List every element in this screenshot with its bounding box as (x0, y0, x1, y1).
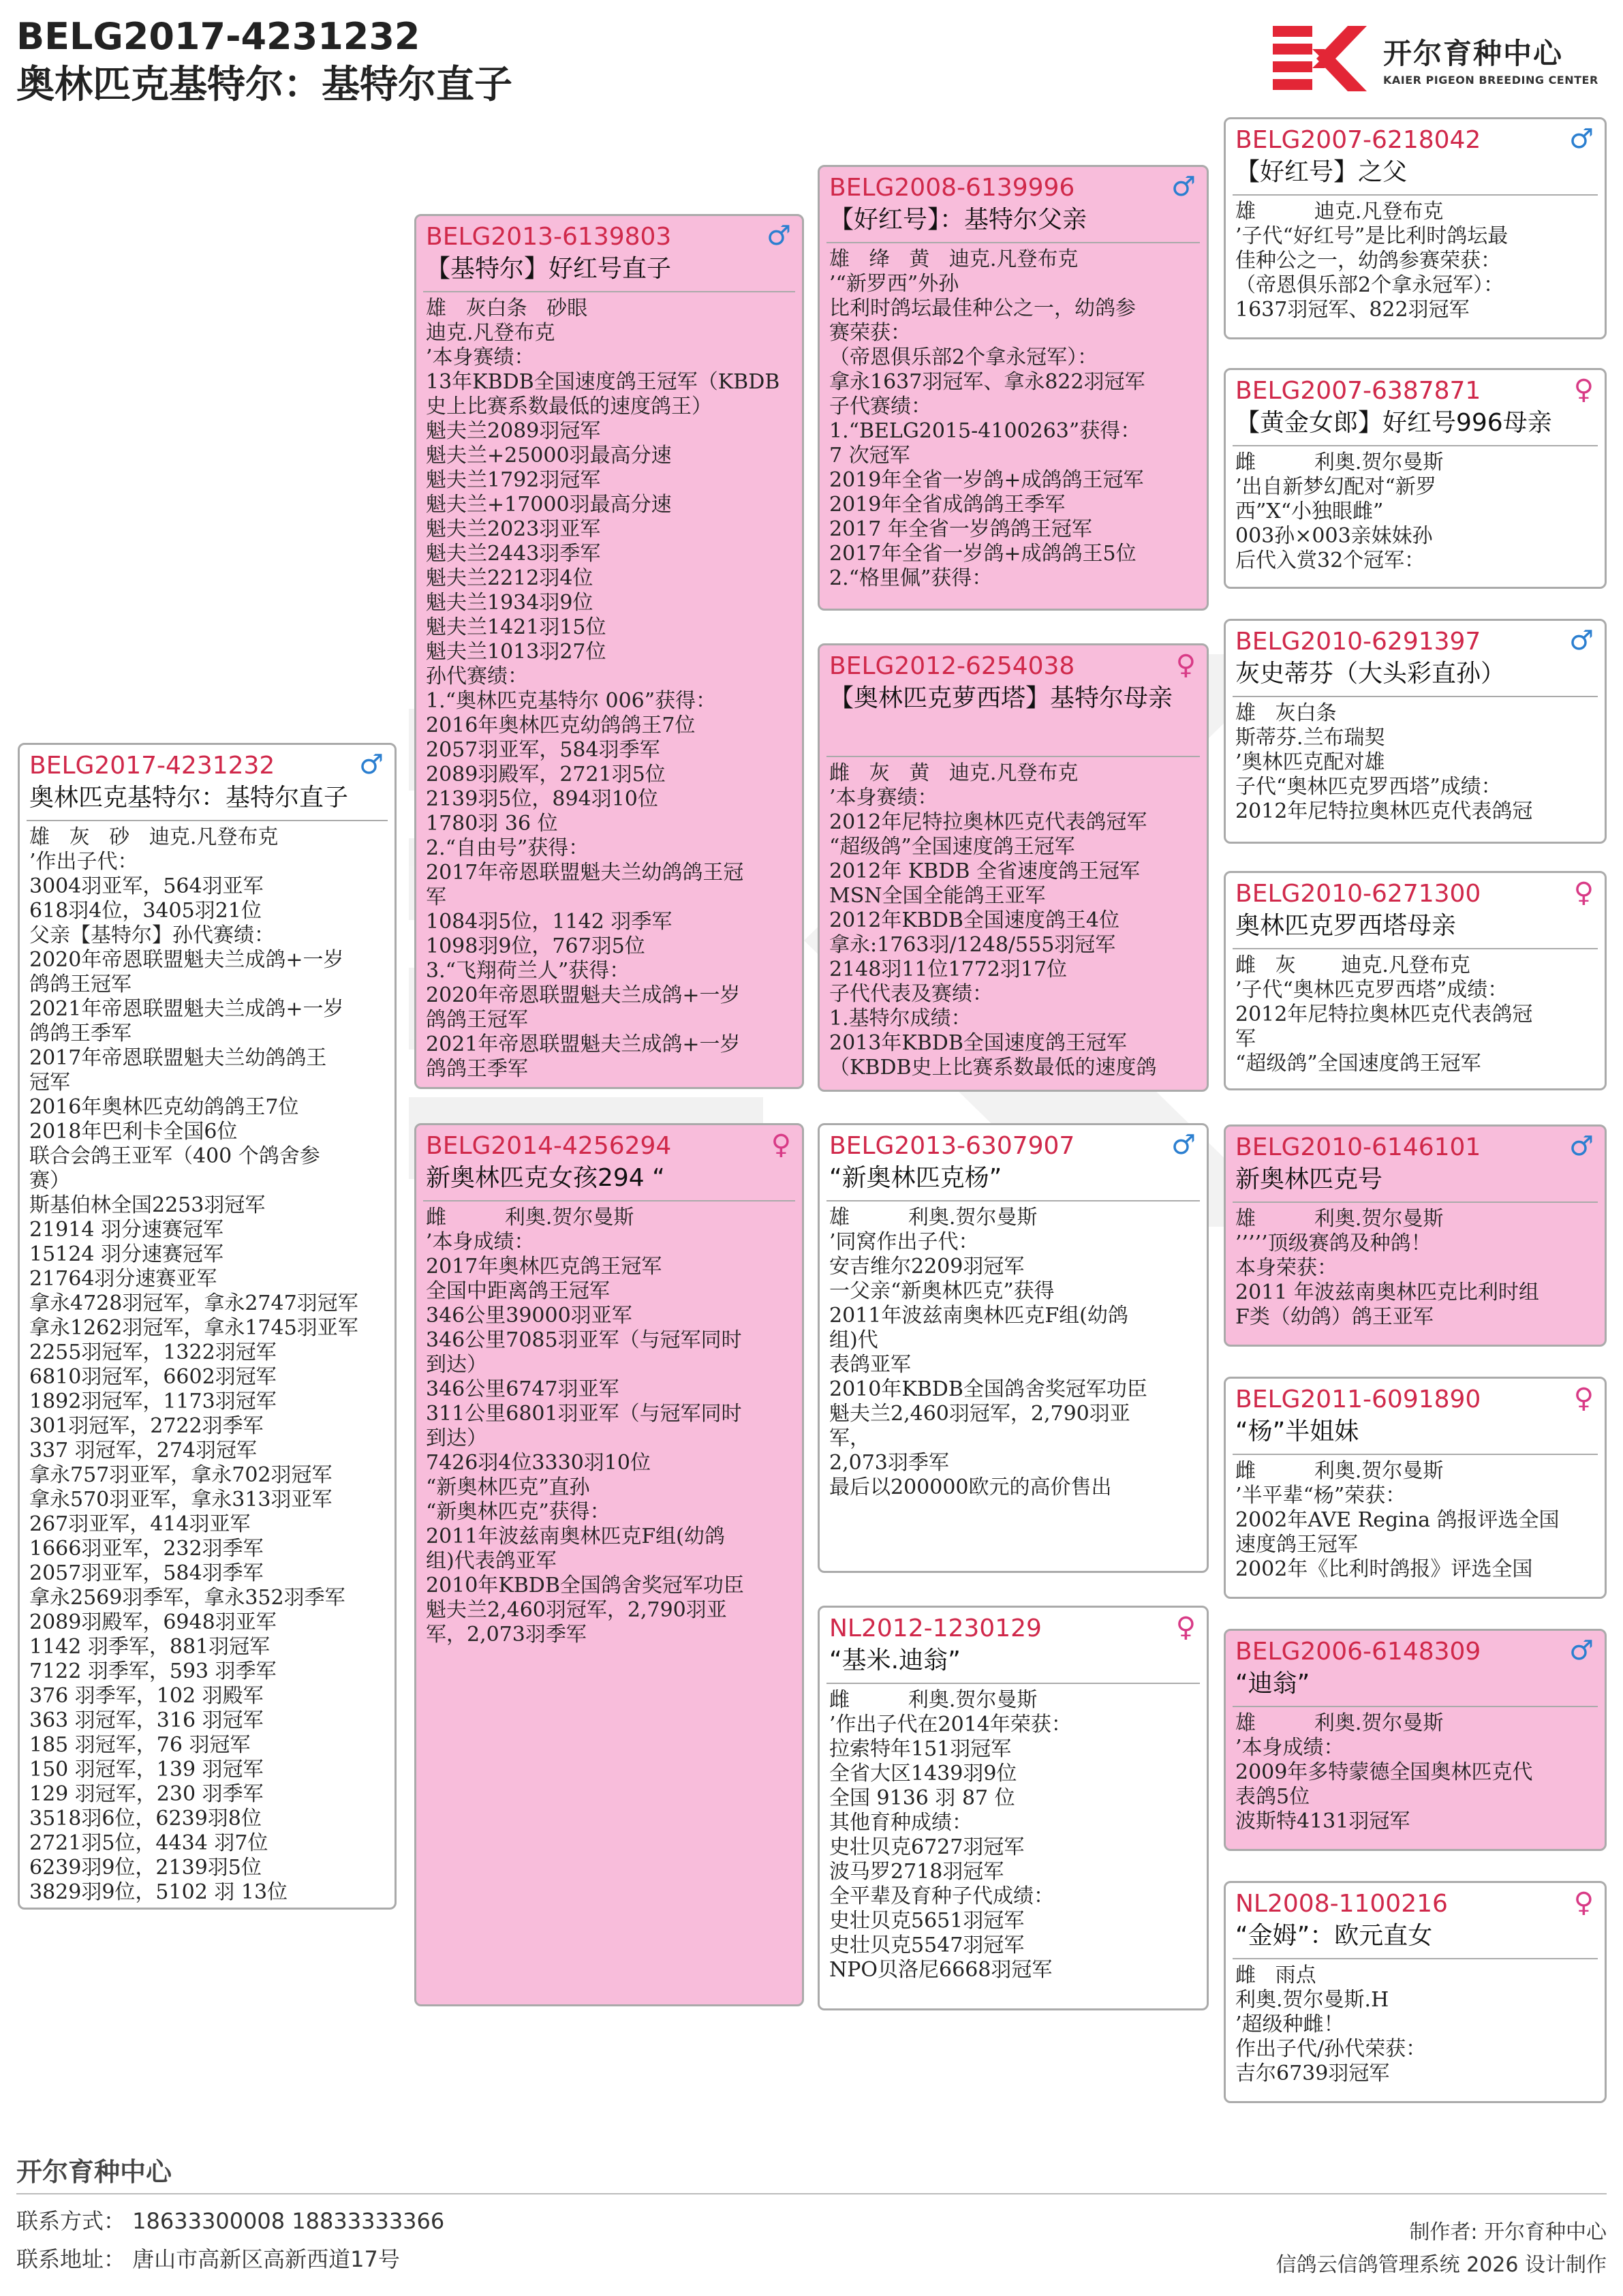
pedigree-card-ggp-7[interactable] (1224, 1629, 1607, 1851)
note-line: 史壮贝克5547羽冠军 (829, 1933, 1025, 1957)
divider (423, 1200, 795, 1201)
note-line: 雌 灰 迪克.凡登布克 (1235, 953, 1470, 977)
note-line: ’子代“好红号”是比利时鸽坛最 (1235, 224, 1509, 248)
note-line: 2019年全省成鸽鸽王季军 (829, 493, 1066, 517)
kaier-logo-icon (1273, 26, 1367, 91)
note-line: “超级鸽”全国速度鸽王冠军 (1235, 1052, 1481, 1075)
ring-number: BELG2008-6139996 (829, 174, 1075, 202)
pigeon-name: 新奥林匹克号 (1235, 1165, 1383, 1193)
pigeon-name: 【黄金女郎】好红号996母亲 (1235, 409, 1552, 437)
note-line: 鸽鸽王季军 (29, 1022, 132, 1045)
note-line: 全平辈及育种子代成绩： (829, 1884, 1054, 1908)
pedigree-card-ggp-8[interactable] (1224, 1881, 1607, 2103)
note-line: ’作出子代在2014年荣获： (829, 1713, 1072, 1736)
note-line: 安吉维尔2209羽冠军 (829, 1255, 1025, 1279)
note-line: NPO贝洛尼6668羽冠军 (829, 1958, 1053, 1982)
pigeon-notes (829, 1206, 1201, 1570)
footer-contact: 联系方式： 18633300008 18833333366 (16, 2208, 445, 2234)
note-line: 雄 利奥.贺尔曼斯 (829, 1206, 1038, 1229)
note-line: 2017年奥林匹克鸽王冠军 (426, 1255, 662, 1279)
note-line: 军 (426, 885, 446, 909)
pigeon-name: “金姆”：欧元直女 (1235, 1922, 1433, 1950)
note-line: 军，2,073羽季军 (426, 1623, 587, 1647)
male-icon: ♂ (1171, 1129, 1196, 1161)
note-line: 西”X“小独眼雌” (1235, 500, 1384, 523)
ring-number: BELG2017-4231232 (29, 752, 275, 780)
note-line: 2011年波兹南奥林匹克F组(幼鸽 (426, 1525, 725, 1548)
note-line: 1.“奥林匹克基特尔 006”获得： (426, 689, 717, 713)
female-icon: ♀ (1573, 1383, 1594, 1414)
note-line: 2020年帝恩联盟魁夫兰成鸽+一岁 (426, 983, 741, 1007)
pedigree-card-ggp-5[interactable] (1224, 1124, 1607, 1347)
note-line: 2148羽11位1772羽17位 (829, 958, 1068, 981)
note-line: 2255羽冠军，1322羽冠军 (29, 1341, 277, 1364)
note-line: ’本身赛绩： (426, 346, 535, 369)
divider (1233, 696, 1598, 697)
note-line: 2010年KBDB全国鸽舍奖冠军功臣 (426, 1574, 744, 1597)
note-line: MSN全国全能鸽王亚军 (829, 884, 1046, 908)
pigeon-name: 【好红号】之父 (1235, 158, 1408, 186)
note-line: 最后以200000欧元的高价售出 (829, 1475, 1112, 1499)
footer-maker: 制作者: 开尔育种中心 (1409, 2220, 1607, 2244)
divider (1233, 1706, 1598, 1707)
note-line: 魁夫兰2,460羽冠军，2,790羽亚 (426, 1598, 727, 1622)
note-line: 1892羽冠军，1173羽冠军 (29, 1390, 277, 1413)
divider (826, 1200, 1200, 1201)
note-line: 2013年KBDB全国速度鸽王冠军 (829, 1031, 1127, 1055)
logo-text-en: KAIER PIGEON BREEDING CENTER (1383, 74, 1598, 87)
pigeon-notes (426, 296, 797, 1086)
note-line: 魁夫兰1013羽27位 (426, 640, 606, 664)
note-line: 拿永1637羽冠军、拿永822羽冠军 (829, 370, 1145, 394)
note-line: 7 次冠军 (829, 444, 910, 468)
note-line: 波斯特4131羽冠军 (1235, 1809, 1410, 1833)
note-line: 6810羽冠军，6602羽冠军 (29, 1365, 277, 1389)
pigeon-name: 奥林匹克罗西塔母亲 (1235, 912, 1457, 940)
pigeon-notes (829, 247, 1201, 607)
note-line: 311公里6801羽亚军（与冠军同时 (426, 1402, 742, 1426)
ring-number: BELG2007-6387871 (1235, 377, 1481, 405)
note-line: 2,073羽季军 (829, 1451, 949, 1475)
ring-number: BELG2010-6291397 (1235, 628, 1481, 656)
ring-number: BELG2012-6254038 (829, 652, 1075, 680)
note-line: 346公里6747羽亚军 (426, 1377, 619, 1401)
note-line: 2011年波兹南奥林匹克F组(幼鸽 (829, 1304, 1128, 1328)
note-line: ’“新罗西”外孙 (829, 272, 959, 296)
note-line: 雄 绛 黄 迪克.凡登布克 (829, 247, 1079, 271)
note-line: 2021年帝恩联盟魁夫兰成鸽+一岁 (29, 997, 344, 1021)
note-line: 后代入赏32个冠军： (1235, 549, 1425, 572)
note-line: 2021年帝恩联盟魁夫兰成鸽+一岁 (426, 1032, 741, 1056)
note-line: 雌 利奥.贺尔曼斯 (426, 1206, 634, 1229)
pigeon-name: 【好红号】：基特尔父亲 (829, 206, 1087, 234)
note-line: 雌 利奥.贺尔曼斯 (829, 1688, 1038, 1712)
note-line: ’本身成绩： (426, 1230, 535, 1254)
note-line: 迪克.凡登布克 (426, 321, 555, 345)
note-line: 1666羽亚军，232羽季军 (29, 1537, 264, 1561)
pigeon-name: 奥林匹克基特尔：基特尔直子 (29, 784, 349, 812)
footer-address: 联系地址： 唐山市高新区高新西道17号 (16, 2246, 400, 2272)
note-line: 魁夫兰2,460羽冠军，2,790羽亚 (829, 1402, 1130, 1426)
note-line: 魁夫兰+25000羽最高分速 (426, 444, 672, 468)
male-icon: ♂ (359, 749, 384, 780)
note-line: 1637羽冠军、822羽冠军 (1235, 298, 1470, 322)
footer-divider (16, 2193, 1607, 2194)
note-line: 346公里39000羽亚军 (426, 1304, 632, 1328)
note-line: 2.“格里佩”获得： (829, 566, 993, 590)
note-line: 拿永570羽亚军，拿永313羽亚军 (29, 1488, 333, 1512)
female-icon: ♀ (1175, 649, 1196, 681)
note-line: 2016年奥林匹克幼鸽鸽王7位 (29, 1095, 299, 1119)
footer-system: 信鸽云信鸽管理系统 2026 设计制作 (1276, 2253, 1607, 2277)
note-line: 史壮贝克6727羽冠军 (829, 1835, 1025, 1859)
note-line: 2.“自由号”获得： (426, 836, 589, 860)
note-line: 2011 年波兹南奥林匹克比利时组 (1235, 1281, 1539, 1304)
male-icon: ♂ (1569, 625, 1594, 656)
ring-number: BELG2006-6148309 (1235, 1638, 1481, 1666)
note-line: 魁夫兰1934羽9位 (426, 591, 593, 615)
divider (1233, 1201, 1598, 1203)
note-line: 2009年多特蒙德全国奥林匹克代 (1235, 1760, 1533, 1784)
note-line: 2002年《比利时鸽报》评选全国 (1235, 1557, 1533, 1581)
note-line: “新奥林匹克”直孙 (426, 1475, 590, 1499)
note-line: 2012年尼特拉奥林匹克代表鸽冠 (1235, 799, 1533, 823)
male-icon: ♂ (767, 220, 791, 251)
footer-title: 开尔育种中心 (16, 2157, 172, 2187)
note-line: 魁夫兰2443羽季军 (426, 542, 601, 566)
note-line: 7426羽4位3330羽10位 (426, 1451, 651, 1475)
pigeon-notes (1235, 701, 1599, 840)
note-line: 利奥.贺尔曼斯.H (1235, 1988, 1389, 2012)
note-line: （帝恩俱乐部2个拿永冠军）： (829, 346, 1098, 369)
note-line: 337 羽冠军，274羽冠军 (29, 1439, 258, 1463)
note-line: 150 羽冠军，139 羽冠军 (29, 1758, 264, 1781)
note-line: 赛荣获： (829, 321, 911, 345)
note-line: 3.“飞翔荷兰人”获得： (426, 959, 630, 983)
male-icon: ♂ (1569, 123, 1594, 155)
pigeon-notes (1235, 1459, 1599, 1595)
note-line: 雄 灰白条 砂眼 (426, 296, 588, 320)
note-line: 3829羽9位，5102 羽 13位 (29, 1880, 288, 1904)
note-line: 魁夫兰1421羽15位 (426, 615, 606, 639)
divider (1233, 445, 1598, 446)
pigeon-notes (1235, 1963, 1599, 2100)
note-line: 雌 灰 黄 迪克.凡登布克 (829, 761, 1079, 785)
pedigree-card-ggp-1[interactable] (1224, 117, 1607, 339)
note-line: 全国中距离鸽王冠军 (426, 1279, 610, 1303)
note-line: 拿永4728羽冠军，拿永2747羽冠军 (29, 1291, 358, 1315)
pedigree-card-sire-sire[interactable] (818, 165, 1209, 611)
pedigree-card-ggp-3[interactable] (1224, 619, 1607, 844)
pigeon-notes (426, 1206, 797, 2003)
note-line: 2012年尼特拉奥林匹克代表鸽冠 (1235, 1002, 1533, 1026)
note-line: 拿永757羽亚军，拿永702羽冠军 (29, 1463, 333, 1487)
note-line: 到达） (426, 1426, 487, 1450)
pedigree-title-id: BELG2017-4231232 (16, 15, 420, 58)
female-icon: ♀ (1573, 1887, 1594, 1918)
pedigree-title-name: 奥林匹克基特尔：基特尔直子 (16, 63, 512, 107)
note-line: 2057羽亚军，584羽季军 (426, 738, 660, 762)
note-line: ’子代“奥林匹克罗西塔”成绩： (1235, 978, 1509, 1002)
note-line: 雄 利奥.贺尔曼斯 (1235, 1711, 1444, 1735)
note-line: 雄 灰白条 (1235, 701, 1337, 725)
pedigree-card-ggp-4[interactable] (1224, 871, 1607, 1090)
pigeon-notes (1235, 450, 1599, 585)
ring-number: NL2012-1230129 (829, 1614, 1042, 1642)
female-icon: ♀ (1573, 877, 1594, 908)
note-line: 346公里7085羽亚军（与冠军同时 (426, 1328, 742, 1352)
note-line: 鸽鸽王冠军 (426, 1008, 528, 1032)
note-line: 2017年帝恩联盟魁夫兰幼鸽鸽王冠 (426, 861, 744, 885)
note-line: 表鸽5位 (1235, 1785, 1310, 1809)
pigeon-name: “迪翁” (1235, 1670, 1310, 1698)
pigeon-name: 【奥林匹克萝西塔】基特尔母亲 (829, 684, 1173, 712)
note-line: 2002年AVE Regina 鸽报评选全国 (1235, 1508, 1560, 1532)
pigeon-notes (829, 1688, 1201, 2007)
note-line: 组)代表鸽亚军 (426, 1549, 557, 1573)
note-line: 吉尔6739羽冠军 (1235, 2062, 1390, 2085)
note-line: 2017年全省一岁鸽+成鸽鸽王5位 (829, 542, 1137, 566)
note-line: 618羽4位，3405羽21位 (29, 899, 262, 923)
note-line: 2089羽殿军，2721羽5位 (426, 763, 666, 786)
note-line: 1.基特尔成绩： (829, 1007, 972, 1030)
note-line: 雄 利奥.贺尔曼斯 (1235, 1207, 1444, 1231)
note-line: 子代赛绩： (829, 395, 931, 418)
note-line: ’同窝作出子代： (829, 1230, 979, 1254)
female-icon: ♀ (1573, 374, 1594, 405)
male-icon: ♂ (1171, 171, 1196, 202)
ring-number: BELG2010-6271300 (1235, 880, 1481, 908)
note-line: 雌 雨点 (1235, 1963, 1316, 1987)
pigeon-notes (1235, 200, 1599, 336)
note-line: 魁夫兰2089羽冠军 (426, 419, 601, 443)
note-line: 301羽冠军，2722羽季军 (29, 1414, 264, 1438)
note-line: （帝恩俱乐部2个拿永冠军）： (1235, 273, 1504, 297)
pedigree-card-sire[interactable] (414, 214, 804, 1089)
note-line: “超级鸽”全国速度鸽王冠军 (829, 835, 1075, 859)
note-line: 赛） (29, 1169, 70, 1193)
female-icon: ♀ (771, 1129, 791, 1161)
note-line: 联合会鸽王亚军（400 个鸽舍参 (29, 1144, 320, 1168)
note-line: 2018年巴利卡全国6位 (29, 1120, 238, 1144)
note-line: 全国 9136 羽 87 位 (829, 1786, 1015, 1810)
divider (826, 756, 1200, 757)
ring-number: BELG2011-6091890 (1235, 1386, 1481, 1413)
divider (27, 820, 388, 821)
ring-number: BELG2013-6139803 (426, 223, 672, 251)
male-icon: ♂ (1569, 1131, 1594, 1162)
note-line: “新奥林匹克”获得： (426, 1500, 610, 1524)
note-line: F类（幼鸽）鸽王亚军 (1235, 1305, 1434, 1329)
note-line: ’’’’’顶级赛鸽及种鸽！ (1235, 1231, 1432, 1255)
brand-logo (1273, 26, 1607, 94)
note-line: 2057羽亚军，584羽季军 (29, 1561, 264, 1585)
note-line: 2012年KBDB全国速度鸽王4位 (829, 908, 1119, 932)
note-line: 拿永1262羽冠军，拿永1745羽亚军 (29, 1316, 358, 1340)
note-line: 军 (1235, 1027, 1256, 1051)
note-line: ’本身成绩： (1235, 1736, 1344, 1760)
ring-number: BELG2014-4256294 (426, 1132, 672, 1160)
note-line: 到达） (426, 1353, 487, 1377)
pigeon-notes (1235, 1711, 1599, 1848)
note-line: 13年KBDB全国速度鸽王冠军（KBDB (426, 370, 780, 394)
note-line: 15124 羽分速赛冠军 (29, 1242, 223, 1266)
note-line: 比利时鸽坛最佳种公之一，幼鸽参 (829, 296, 1136, 320)
note-line: ’半平辈“杨”荣获： (1235, 1484, 1406, 1507)
note-line: 拿永2569羽季军，拿永352羽季军 (29, 1586, 345, 1610)
note-line: 185 羽冠军，76 羽冠军 (29, 1733, 251, 1757)
note-line: 21914 羽分速赛冠军 (29, 1218, 223, 1242)
pigeon-notes (1235, 1207, 1599, 1343)
divider (1233, 1454, 1598, 1455)
note-line: 魁夫兰2023羽亚军 (426, 517, 601, 541)
note-line: 2089羽殿军，6948羽亚军 (29, 1610, 277, 1634)
note-line: 斯基伯林全国2253羽冠军 (29, 1193, 266, 1217)
note-line: 2020年帝恩联盟魁夫兰成鸽+一岁 (29, 948, 344, 972)
pigeon-notes (829, 761, 1201, 1088)
note-line: 3518羽6位，6239羽8位 (29, 1807, 262, 1831)
divider (1233, 1958, 1598, 1959)
note-line: ’奥林匹克配对雄 (1235, 750, 1385, 774)
note-line: 129 羽冠军，230 羽季军 (29, 1782, 264, 1806)
note-line: 父亲【基特尔】孙代赛绩： (29, 923, 275, 947)
ring-number: BELG2013-6307907 (829, 1132, 1075, 1160)
note-line: 子代“奥林匹克罗西塔”成绩： (1235, 775, 1502, 799)
note-line: 1.“BELG2015-4100263”获得： (829, 419, 1141, 443)
note-line: 363 羽冠军，316 羽冠军 (29, 1709, 264, 1732)
pedigree-card-ggp-6[interactable] (1224, 1377, 1607, 1599)
note-line: ’出自新梦幻配对“新罗 (1235, 475, 1436, 499)
note-line: 2016年奥林匹克幼鸽鸽王7位 (426, 714, 696, 737)
female-icon: ♀ (1175, 1612, 1196, 1643)
note-line: 1098羽9位，767羽5位 (426, 934, 645, 958)
note-line: 速度鸽王冠军 (1235, 1533, 1358, 1557)
note-line: 拉索特年151羽冠军 (829, 1737, 1012, 1761)
note-line: 2139羽5位，894羽10位 (426, 787, 658, 811)
note-line: 1084羽5位，1142 羽季军 (426, 910, 673, 934)
note-line: 2721羽5位，4434 羽7位 (29, 1831, 268, 1855)
note-line: 作出子代/孙代荣获： (1235, 2037, 1427, 2061)
note-line: 魁夫兰2212羽4位 (426, 566, 593, 590)
note-line: 全省大区1439羽9位 (829, 1762, 1017, 1786)
note-line: 7122 羽季军，593 羽季军 (29, 1659, 277, 1683)
note-line: 003孙×003亲妹妹孙 (1235, 524, 1433, 548)
note-line: 史上比赛系数最低的速度鸽王） (426, 395, 712, 418)
divider (1233, 948, 1598, 949)
divider (1233, 194, 1598, 196)
pedigree-card-dam[interactable] (414, 1123, 804, 2006)
note-line: 雌 利奥.贺尔曼斯 (1235, 1459, 1444, 1483)
note-line: 组)代 (829, 1328, 878, 1352)
note-line: ’超级种雌！ (1235, 2012, 1344, 2036)
note-line: （KBDB史上比赛系数最低的速度鸽 (829, 1056, 1157, 1080)
pedigree-card-dam-dam[interactable] (818, 1606, 1209, 2010)
note-line: 佳种公之一，幼鸽参赛荣获： (1235, 249, 1501, 273)
pedigree-card-subject[interactable] (18, 743, 397, 1910)
logo-text-cn: 开尔育种中心 (1383, 37, 1564, 70)
note-line: 斯蒂芬.兰布瑞契 (1235, 726, 1385, 750)
note-line: 2017 年全省一岁鸽鸽王冠军 (829, 517, 1092, 541)
note-line: 子代代表及赛绩： (829, 982, 993, 1006)
note-line: 2012年 KBDB 全省速度鸽王冠军 (829, 859, 1140, 883)
divider (423, 291, 795, 292)
note-line: 其他育种成绩： (829, 1811, 972, 1835)
note-line: 本身荣获： (1235, 1256, 1338, 1280)
note-line: 2010年KBDB全国鸽舍奖冠军功臣 (829, 1377, 1147, 1401)
pigeon-name: “杨”半姐妹 (1235, 1418, 1359, 1445)
note-line: 3004羽亚军，564羽亚军 (29, 874, 264, 898)
pigeon-name: “基米.迪翁” (829, 1647, 961, 1674)
pigeon-notes (29, 825, 389, 1906)
note-line: 魁夫兰1792羽冠军 (426, 468, 601, 492)
pigeon-name: “新奥林匹克杨” (829, 1164, 1002, 1192)
note-line: 孙代赛绩： (426, 664, 528, 688)
note-line: 雄 灰 砂 迪克.凡登布克 (29, 825, 279, 849)
note-line: 魁夫兰+17000羽最高分速 (426, 493, 672, 517)
note-line: 鸽鸽王冠军 (29, 973, 132, 996)
note-line: 267羽亚军，414羽亚军 (29, 1512, 251, 1536)
note-line: 1142 羽季军，881羽冠军 (29, 1635, 270, 1659)
note-line: 史壮贝克5651羽冠军 (829, 1909, 1025, 1933)
pigeon-name: 【基特尔】好红号直子 (426, 255, 672, 283)
pedigree-card-dam-sire[interactable] (818, 1123, 1209, 1573)
male-icon: ♂ (1569, 1635, 1594, 1666)
pedigree-card-sire-dam[interactable] (818, 643, 1209, 1092)
note-line: 拿永:1763羽/1248/555羽冠军 (829, 933, 1116, 957)
note-line: 2012年尼特拉奥林匹克代表鸽冠军 (829, 810, 1147, 834)
divider (826, 1683, 1200, 1684)
note-line: 鸽鸽王季军 (426, 1057, 528, 1081)
note-line: 雌 利奥.贺尔曼斯 (1235, 450, 1444, 474)
note-line: 冠军 (29, 1071, 70, 1095)
divider (826, 242, 1200, 243)
ring-number: NL2008-1100216 (1235, 1890, 1448, 1918)
pigeon-notes (1235, 953, 1599, 1087)
note-line: ’本身赛绩： (829, 786, 938, 810)
pedigree-card-ggp-2[interactable] (1224, 368, 1607, 589)
note-line: 波马罗2718羽冠军 (829, 1860, 1004, 1884)
note-line: ’作出子代： (29, 850, 138, 874)
note-line: 表鸽亚军 (829, 1353, 911, 1377)
note-line: 2019年全省一岁鸽+成鸽鸽王冠军 (829, 468, 1144, 492)
ring-number: BELG2007-6218042 (1235, 126, 1481, 154)
ring-number: BELG2010-6146101 (1235, 1133, 1481, 1161)
note-line: 2017年帝恩联盟魁夫兰幼鸽鸽王 (29, 1046, 327, 1070)
note-line: 6239羽9位，2139羽5位 (29, 1856, 262, 1880)
note-line: 军， (829, 1426, 870, 1450)
pigeon-name: 灰史蒂芬（大头彩直孙） (1235, 660, 1506, 688)
note-line: 1780羽 36 位 (426, 812, 558, 836)
note-line: 雄 迪克.凡登布克 (1235, 200, 1444, 224)
note-line: 一父亲“新奥林匹克”获得 (829, 1279, 1055, 1303)
note-line: 21764羽分速赛亚军 (29, 1267, 217, 1291)
note-line: 376 羽季军，102 羽殿军 (29, 1684, 264, 1708)
pigeon-name: 新奥林匹克女孩294 “ (426, 1164, 665, 1192)
